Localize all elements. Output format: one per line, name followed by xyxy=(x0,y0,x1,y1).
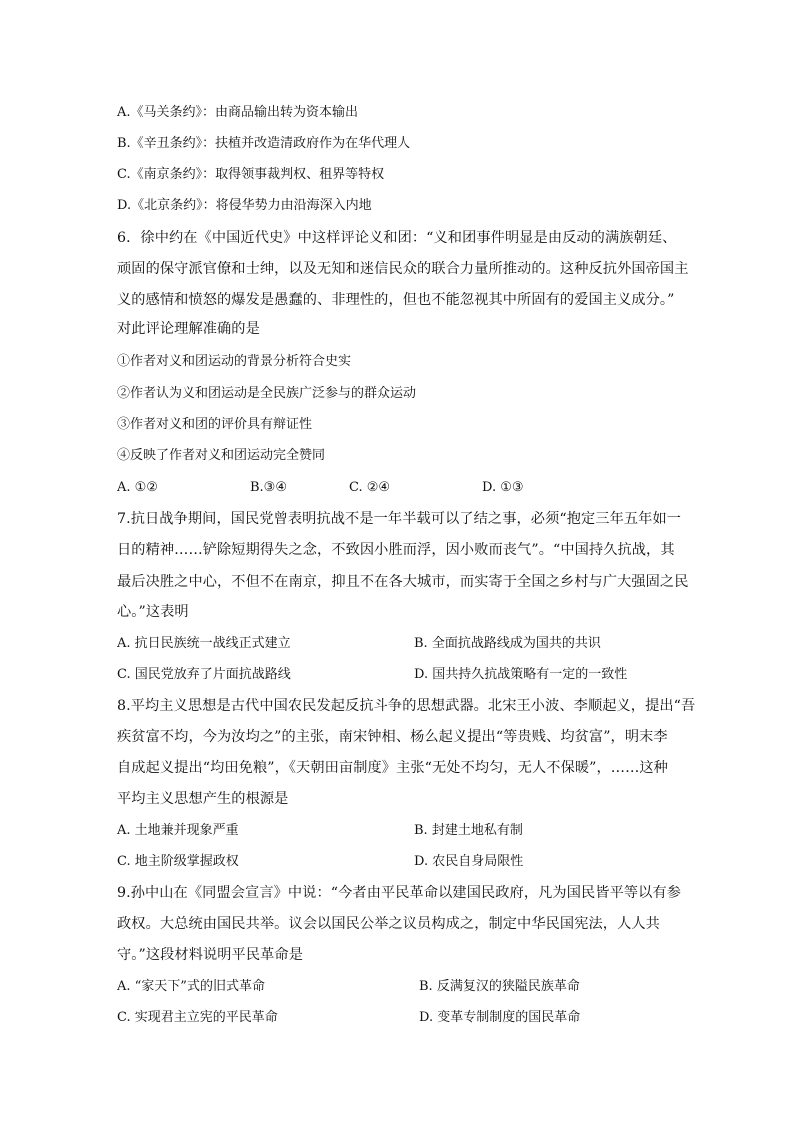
q6-option-d: D. ①③ xyxy=(482,480,524,495)
q9-option-b: B. 反满复汉的狭隘民族革命 xyxy=(419,979,580,994)
q6-stem-line-2: 顽固的保守派官僚和士绅，以及无知和迷信民众的联合力量所推动的。这种反抗外国帝国主 xyxy=(117,261,689,277)
q5-option-b: B.《辛丑条约》：扶植并改造清政府作为在华代理人 xyxy=(117,136,411,151)
q7-option-d: D. 国共持久抗战策略有一定的一致性 xyxy=(414,667,628,682)
q8-stem-line-1: 8.平均主义思想是古代中国农民发起反抗斗争的思想武器。北宋王小波、李顺起义，提出“吾 xyxy=(117,698,696,714)
q9-option-a: A. “家天下”式的旧式革命 xyxy=(117,979,265,994)
q7-stem-line-2: 日的精神……铲除短期得失之念，不致因小胜而浮，因小败而丧气”。“中国持久抗战，其 xyxy=(117,542,675,558)
q6-stem-line-4: 对此评论理解准确的是 xyxy=(117,321,260,337)
q7-stem-line-1: 7.抗日战争期间，国民党曾表明抗战不是一年半载可以了结之事，必须“抱定三年五年如一 xyxy=(117,511,682,527)
q6-statement-3: ③作者对义和团的评价具有辩证性 xyxy=(117,417,313,432)
q9-option-d: D. 变革专制制度的国民革命 xyxy=(419,1010,581,1025)
q5-option-c: C.《南京条约》：取得领事裁判权、租界等特权 xyxy=(117,167,385,182)
q7-option-a: A. 抗日民族统一战线正式建立 xyxy=(117,636,291,651)
q7-stem-line-4: 心。”这表明 xyxy=(117,604,189,620)
q8-option-a: A. 土地兼并现象严重 xyxy=(117,823,239,838)
q6-statement-4: ④反映了作者对义和团运动完全赞同 xyxy=(117,448,326,463)
q6-option-c: C. ②④ xyxy=(349,480,391,495)
q8-option-c: C. 地主阶级掌握政权 xyxy=(117,854,239,869)
q9-stem-line-2: 政权。大总统由国民共举。议会以国民公举之议员构成之，制定中华民国宪法，人人共 xyxy=(117,916,660,932)
q6-stem-line-1: 6．徐中约在《中国近代史》中这样评论义和团：“义和团事件明显是由反动的满族朝廷、 xyxy=(117,230,677,246)
q6-option-a: A. ①② xyxy=(117,480,158,495)
q8-stem-line-3: 自成起义提出“均田免粮”，《天朝田亩制度》主张“无处不均匀，无人不保暖”，……这种 xyxy=(117,760,668,776)
q6-stem-line-3: 义的感情和愤怒的爆发是愚蠢的、非理性的，但也不能忽视其中所固有的爱国主义成分。” xyxy=(117,292,675,308)
q9-option-c: C. 实现君主立宪的平民革命 xyxy=(117,1010,278,1025)
q6-statement-1: ①作者对义和团运动的背景分析符合史实 xyxy=(117,354,352,369)
q9-stem-line-3: 守。”这段材料说明平民革命是 xyxy=(117,947,303,963)
q9-stem-line-1: 9.孙中山在《同盟会宣言》中说：“今者由平民革命以建国民政府，凡为国民皆平等以有参 xyxy=(117,885,682,901)
q7-stem-line-3: 最后决胜之中心，不但不在南京，抑且不在各大城市，而实寄于全国之乡村与广大强固之民 xyxy=(117,574,689,590)
q7-option-b: B. 全面抗战路线成为国共的共识 xyxy=(414,636,601,651)
q7-option-c: C. 国民党放弃了片面抗战路线 xyxy=(117,667,291,682)
q5-option-a: A.《马关条约》：由商品输出转为资本输出 xyxy=(117,105,359,120)
q8-option-b: B. 封建土地私有制 xyxy=(414,823,523,838)
q6-statement-2: ②作者认为义和团运动是全民族广泛参与的群众运动 xyxy=(117,386,417,401)
q6-option-b: B.③④ xyxy=(250,480,287,495)
q8-stem-line-4: 平均主义思想产生的根源是 xyxy=(117,791,289,807)
q8-option-d: D. 农民自身局限性 xyxy=(414,854,524,869)
q5-option-d: D.《北京条约》：将侵华势力由沿海深入内地 xyxy=(117,198,372,213)
q8-stem-line-2: 疾贫富不均，今为汝均之”的主张，南宋钟相、杨么起义提出“等贵贱、均贫富”，明末李 xyxy=(117,729,668,745)
